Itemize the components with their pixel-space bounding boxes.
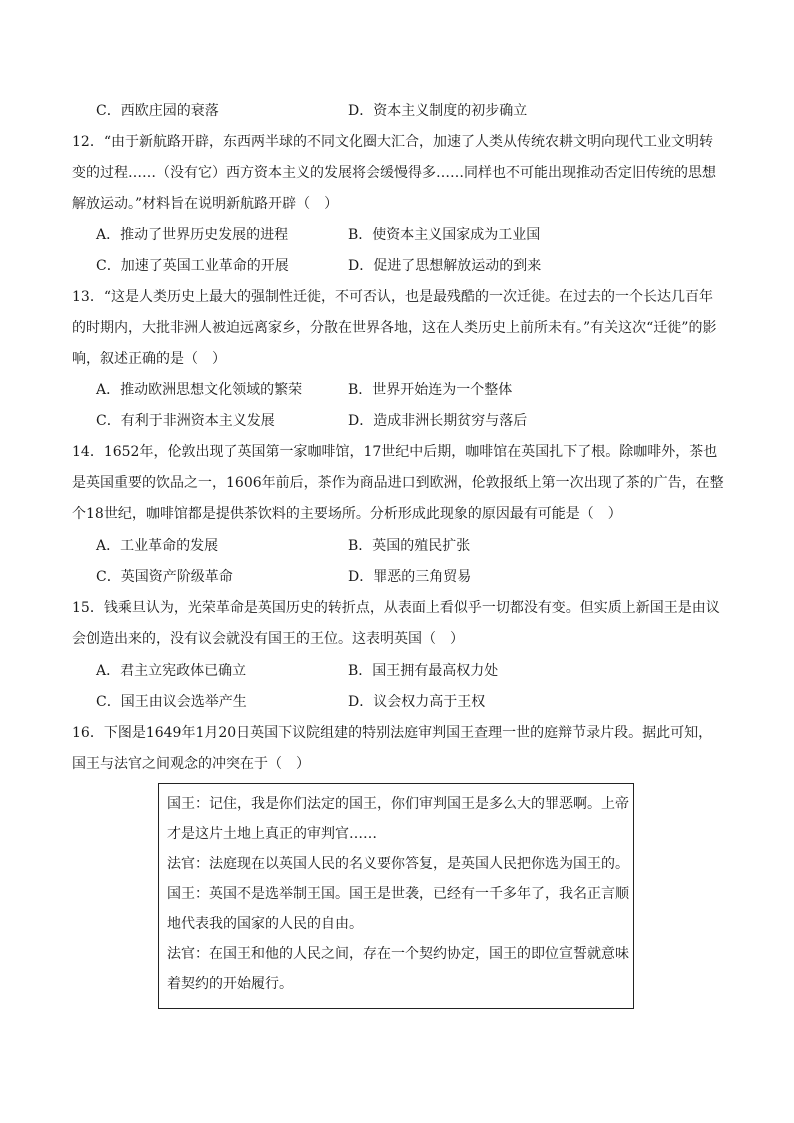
q12-option-c: C．加速了英国工业革命的开展 (96, 258, 289, 274)
q16-quote-line-7: 着契约的开始履行。 (167, 976, 293, 992)
q14-stem-line-2: 是英国重要的饮品之一，1606年前后，茶作为商品进口到欧洲，伦敦报纸上第一次出现了茶的广告，在整 (72, 475, 724, 491)
q12-option-d: D．促进了思想解放运动的到来 (348, 258, 542, 274)
q16-quote-line-5: 地代表我的国家的人民的自由。 (167, 916, 363, 932)
q16-quote-line-2: 才是这片土地上真正的审判官…… (167, 826, 377, 842)
q13-option-d: D．造成非洲长期贫穷与落后 (348, 413, 528, 429)
q16-quote-line-4: 国王：英国不是选举制王国。国王是世袭，已经有一千多年了，我名正言顺 (167, 886, 629, 902)
q11-option-c: C．西欧庄园的衰落 (96, 103, 219, 119)
q16-quote-box (158, 783, 634, 1009)
q11-option-d: D．资本主义制度的初步确立 (348, 103, 528, 119)
q13-option-a: A．推动欧洲思想文化领域的繁荣 (96, 382, 303, 398)
q13-option-b: B．世界开始连为一个整体 (348, 382, 513, 398)
q15-option-b: B．国王拥有最高权力处 (348, 663, 499, 679)
q13-stem-line-3: 响，叙述正确的是（ ） (72, 351, 226, 367)
q14-option-c: C．英国资产阶级革命 (96, 569, 233, 585)
q15-stem-line-1: 15．钱乘旦认为，光荣革命是英国历史的转折点，从表面上看似乎一切都没有变。但实质上新国王是由议 (72, 600, 720, 616)
q16-stem-line-2: 国王与法官之间观念的冲突在于（ ） (72, 756, 310, 772)
q14-stem-line-3: 个18世纪，咖啡馆都是提供茶饮料的主要场所。分析形成此现象的原因最有可能是（ ） (72, 506, 622, 522)
q14-option-d: D．罪恶的三角贸易 (348, 569, 472, 585)
q15-option-d: D．议会权力高于王权 (348, 694, 486, 710)
q14-stem-line-1: 14．1652年，伦敦出现了英国第一家咖啡馆，17世纪中后期，咖啡馆在英国扎下了根。除咖啡外，茶也 (72, 444, 718, 460)
q15-option-a: A．君主立宪政体已确立 (96, 663, 247, 679)
q13-stem-line-2: 的时期内，大批非洲人被迫远离家乡，分散在世界各地，这在人类历史上前所未有。”有关这次“迁徙”的影 (72, 320, 717, 336)
q12-stem-line-1: 12．“由于新航路开辟，东西两半球的不同文化圈大汇合，加速了人类从传统农耕文明向现代工业文明转 (72, 134, 713, 150)
q13-stem-line-1: 13．“这是人类历史上最大的强制性迁徙，不可否认，也是最残酷的一次迁徙。在过去的一个长达几百年 (72, 289, 713, 305)
q15-stem-line-2: 会创造出来的，没有议会就没有国王的王位。这表明英国（ ） (72, 631, 464, 647)
q16-quote-line-6: 法官：在国王和他的人民之间，存在一个契约协定，国王的即位宣誓就意味 (167, 946, 629, 962)
q12-stem-line-3: 解放运动。”材料旨在说明新航路开辟（ ） (72, 196, 339, 212)
q16-stem-line-1: 16．下图是1649年1月20日英国下议院组建的特别法庭审判国王查理一世的庭辩节录片段。据此可知， (72, 725, 713, 741)
q14-option-b: B．英国的殖民扩张 (348, 538, 471, 554)
q16-quote-line-1: 国王：记住，我是你们法定的国王，你们审判国王是多么大的罪恶啊。上帝 (167, 796, 629, 812)
q12-option-a: A．推动了世界历史发展的进程 (96, 227, 289, 243)
q14-option-a: A．工业革命的发展 (96, 538, 219, 554)
q15-option-c: C．国王由议会选举产生 (96, 694, 247, 710)
q16-quote-line-3: 法官：法庭现在以英国人民的名义要你答复，是英国人民把你选为国王的。 (167, 856, 629, 872)
q12-stem-line-2: 变的过程……（没有它）西方资本主义的发展将会缓慢得多……同样也不可能出现推动否定旧传统的思想 (72, 165, 716, 181)
q13-option-c: C．有利于非洲资本主义发展 (96, 413, 275, 429)
q12-option-b: B．使资本主义国家成为工业国 (348, 227, 541, 243)
